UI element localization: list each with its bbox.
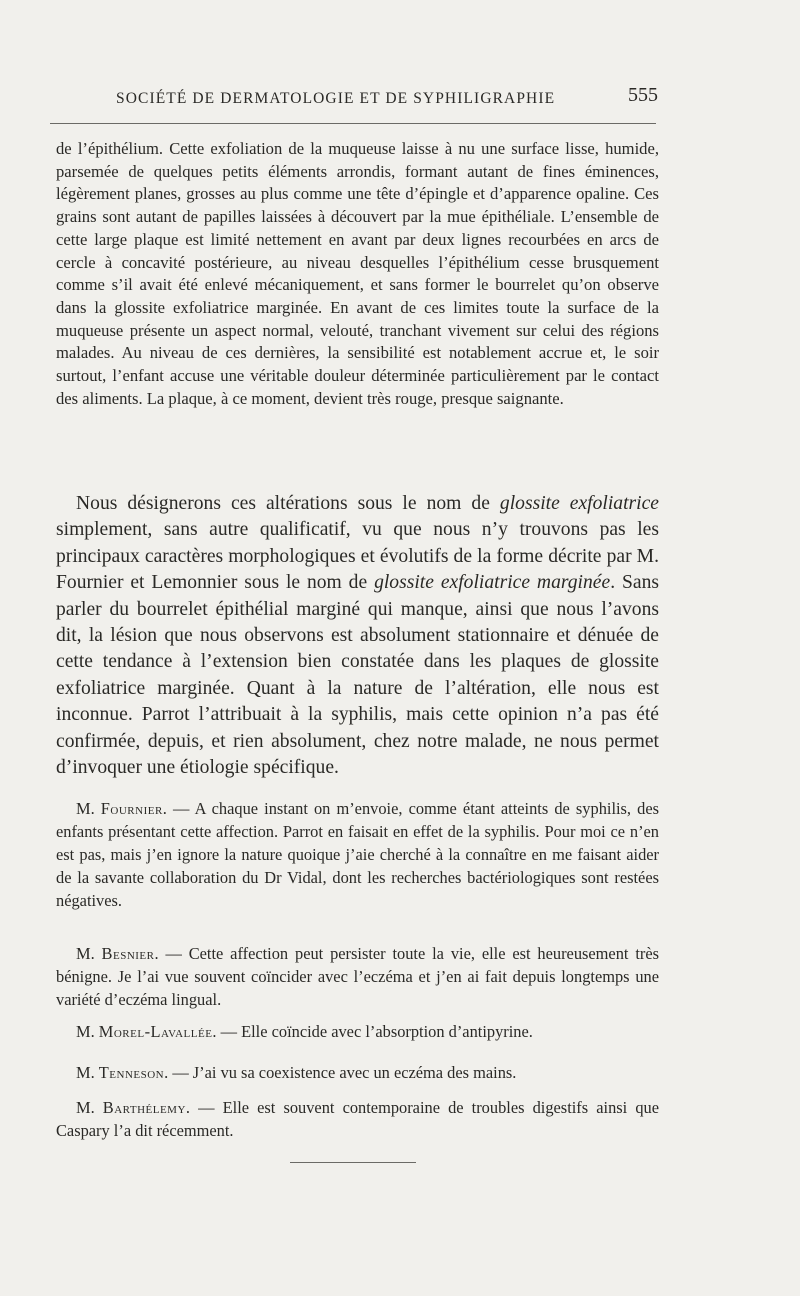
section-end-divider (290, 1162, 416, 1163)
speaker-remark: . — J’ai vu sa coexistence avec un eczéma des mains. (164, 1063, 517, 1082)
header-divider (50, 123, 656, 124)
speaker-remark: . — Elle coïncide avec l’absorption d’antipyrine. (212, 1022, 533, 1041)
discussion-entry (56, 1061, 659, 1084)
paragraph-case-description: de l’épithélium. Cette exfoliation de la muqueuse laisse à nu une surface lisse, humide, parsemée de quelques petits éléments arrondis, formant autant de fines éminences, légèrement planes, grosses au plus comme une tête d’épingle et d’apparence opaline. Ces grains sont autant de papilles laissées à découvert par la mue épithéliale. L’ensemble de cette large plaque est limité nettement en avant par deux lignes recourbées en arcs de cercle à concavité postérieure, au niveau desquelles l’épithélium cesse brusquement comme s’il avait été enlevé mécaniquement, et sans former le bourrelet qu’on observe dans la glossite exfoliatrice marginée. En avant de ces limites toute la surface de la muqueuse présente un aspect normal, velouté, tranchant vivement sur celui des régions malades. Au niveau de ces dernières, la sensibilité est notablement accrue et, le soir surtout, l’enfant accuse une véritable douleur déterminée particulièrement par le contact des aliments. La plaque, à ce moment, devient très rouge, presque saignante. (56, 139, 659, 408)
italic-term: glossite exfoliatrice (499, 493, 660, 514)
italic-term: glossite exfoliatrice marginée (374, 572, 611, 594)
paragraph-text: simplement, sans autre qualificatif, vu que nous n’y trouvons pas les principaux caractères morphologiques et évolutifs de la forme décrite par M. Fournier et Lemonnier sous le nom de (56, 519, 659, 594)
paragraph-text: Nous désignerons ces altérations sous le nom de (76, 493, 500, 514)
paragraph-text: . Sans parler du bourrelet épithélial marginé qui manque, ainsi que nous l’avons dit, la lésion que nous observons est absolument stationnaire et dénuée de cette tendance à l’extension bien constatée dans les plaques de glossite exfoliatrice marginée. Quant à la nature de l’altération, elle nous est inconnue. Parrot l’attribuait à la syphilis, mais cette opinion n’a pas été confirmée, depuis, et rien absolument, chez notre malade, ne nous permet d’invoquer une étiologie spécifique. (56, 572, 659, 779)
speaker-prefix: M. (76, 1098, 103, 1117)
running-title: SOCIÉTÉ DE DERMATOLOGIE ET DE SYPHILIGRAPHIE (116, 90, 556, 107)
discussion-entry (56, 942, 659, 1011)
speaker-prefix: M. (76, 1063, 99, 1082)
speaker-name: Fournier (100, 799, 163, 818)
page-number: 555 (628, 84, 658, 106)
page-header (56, 84, 662, 114)
discussion-entry (56, 1020, 659, 1043)
speaker-name: Besnier (101, 944, 155, 963)
discussion-entry (56, 1096, 659, 1142)
speaker-name: Morel-Lavallée (98, 1022, 213, 1041)
paragraph-diagnosis (56, 491, 659, 781)
speaker-name: Barthélemy (102, 1098, 186, 1117)
discussion-entry (56, 797, 659, 912)
speaker-prefix: M. (76, 944, 102, 963)
speaker-remark: . — Elle est souvent contemporaine de troubles digestifs ainsi que Caspary l’a dit récemment. (56, 1098, 659, 1140)
speaker-remark: . — A chaque instant on m’envoie, comme étant atteints de syphilis, des enfants présentant cette affection. Parrot en faisait en effet de la syphilis. Pour moi ce n’en est pas, mais j’en ignore la nature quoique j’aie cherché à la connaître en me faisant aider de la savante collaboration du Dr Vidal, dont les recherches bactériologiques sont restées négatives. (56, 799, 659, 910)
speaker-name: Tenneson (98, 1063, 165, 1082)
speaker-prefix: M. (76, 799, 101, 818)
speaker-remark: . — Cette affection peut persister toute la vie, elle est heureusement très bénigne. Je l’ai vue souvent coïncider avec l’eczéma et j’en ai fait depuis longtemps une variété d’eczéma lingual. (56, 944, 659, 1009)
speaker-prefix: M. (76, 1022, 99, 1041)
